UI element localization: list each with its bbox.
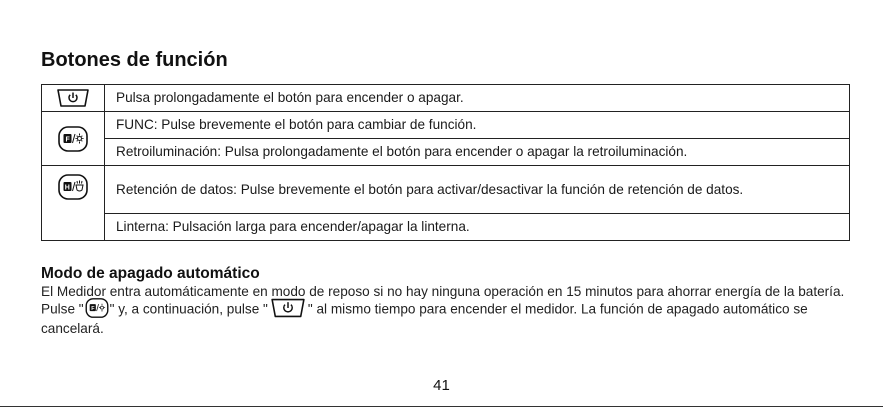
table-row [42,85,850,112]
icon-cell [42,166,105,241]
hold-description: Retención de datos: Pulse brevemente el botón para activar/desactivar la función de retención de datos. [105,166,850,214]
power-icon [270,298,306,318]
footer-divider [0,406,883,407]
auto-off-heading: Modo de apagado automático [41,265,260,282]
hold-flashlight-icon [58,174,88,200]
flashlight-description: Linterna: Pulsación larga para encender/apagar la linterna. [105,214,850,241]
power-description: Pulsa prolongadamente el botón para encender o apagar. [105,85,850,112]
power-icon [56,89,90,107]
page-title: Botones de función [41,49,228,71]
svg-text:F: F [65,136,70,143]
table-row [42,214,850,241]
table-row [42,139,850,166]
svg-text:F: F [90,305,95,312]
instruction-text: " al mismo tiempo para encender el medidor. La función de apagado automático se cancelará. [41,301,808,336]
instruction-text: " y, a continuación, pulse " [109,301,268,317]
svg-text:H: H [64,184,70,192]
icon-cell [42,85,105,112]
backlight-description: Retroiluminación: Pulsa prolongadamente el botón para encender o apagar la retroiluminación. [105,139,850,166]
instruction-text: Pulse " [41,301,84,317]
auto-off-instructions [41,300,861,337]
icon-cell [42,112,105,166]
table-row [42,112,850,139]
table-row [42,166,850,214]
func-description: FUNC: Pulse brevemente el botón para cambiar de función. [105,112,850,139]
func-backlight-icon [58,126,88,152]
func-backlight-icon [84,298,110,318]
function-buttons-table [41,84,850,241]
page-number: 41 [433,377,450,394]
auto-off-section [41,264,861,337]
auto-off-paragraph: El Medidor entra automáticamente en modo de reposo si no hay ninguna operación en 15 minutos para ahorrar energía de la batería. [41,284,845,299]
